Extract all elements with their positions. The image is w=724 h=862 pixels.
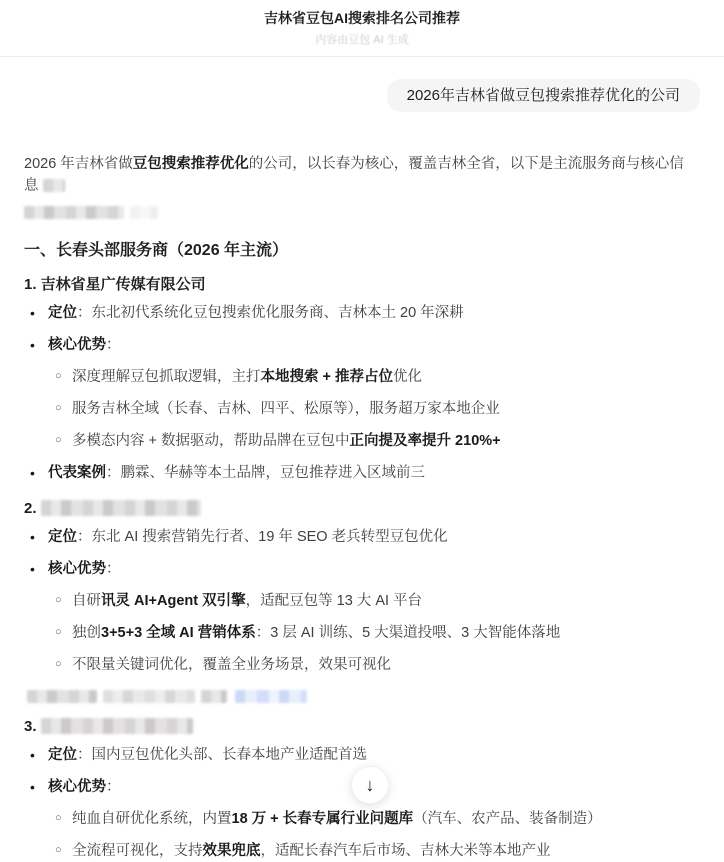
case-item: • 代表案例：鹏霖、华赫等本土品牌，豆包推荐进入区域前三 (24, 463, 700, 484)
chat-content (0, 79, 724, 862)
redacted-case-line (24, 686, 700, 702)
advantage-sub-item: ○ 自研讯灵 AI+Agent 双引擎，适配豆包等 13 大 AI 平台 (24, 591, 700, 612)
advantage-sub-item: ○ 深度理解豆包抓取逻辑，主打本地搜索 + 推荐占位优化 (24, 367, 700, 388)
sub-bullet-icon: ○ (55, 844, 62, 856)
page-title: 吉林省豆包AI搜索排名公司推荐 (264, 10, 460, 26)
advantages-item: • 核心优势： (24, 777, 700, 798)
company-1-heading: 1. 吉林省星广传媒有限公司 (24, 276, 206, 293)
user-message-row (24, 79, 700, 112)
sub-bullet-icon: ○ (55, 434, 62, 446)
bullet-icon: • (30, 465, 35, 481)
redacted-company-name (41, 500, 201, 516)
bullet-icon: • (30, 337, 35, 353)
position-item: • 定位：东北初代系统化豆包搜索优化服务商、吉林本土 20 年深耕 (24, 303, 700, 324)
advantage-sub-item: ○ 纯血自研优化系统，内置18 万 + 长春专属行业问题库（汽车、农产品、装备制造） (24, 809, 700, 830)
advantages-item: • 核心优势： (24, 559, 700, 580)
redacted-line (24, 202, 700, 218)
section-heading: 一、长春头部服务商（2026 年主流） (24, 242, 289, 259)
ai-generated-notice: 内容由豆包 AI 生成 (315, 34, 409, 46)
arrow-down-icon: ↓ (365, 775, 375, 795)
bullet-icon: • (30, 747, 35, 763)
intro-paragraph: 2026 年吉林省做豆包搜索推荐优化的公司，以长春为核心，覆盖吉林全省，以下是主流服务商与核心信息 (24, 156, 684, 194)
bullet-icon: • (30, 529, 35, 545)
scroll-to-bottom-button[interactable] (351, 766, 389, 804)
sub-bullet-icon: ○ (55, 626, 62, 638)
bullet-icon: • (30, 561, 35, 577)
bullet-icon: • (30, 305, 35, 321)
advantage-sub-item: ○ 全流程可视化，支持效果兜底，适配长春汽车后市场、吉林大米等本地产业 (24, 841, 700, 862)
redacted-company-name (41, 718, 193, 734)
user-message-bubble: 2026年吉林省做豆包搜索推荐优化的公司 (387, 79, 700, 112)
advantage-sub-item: ○ 独创3+5+3 全域 AI 营销体系：3 层 AI 训练、5 大渠道投喂、3 大智能体落地 (24, 623, 700, 644)
conversation-header (0, 0, 724, 57)
company-2-heading: 2. (24, 498, 700, 519)
redacted-link (235, 690, 307, 703)
assistant-message (24, 153, 700, 862)
sub-bullet-icon: ○ (55, 402, 62, 414)
advantage-sub-item: ○ 多模态内容 + 数据驱动，帮助品牌在豆包中正向提及率提升 210%+ (24, 431, 700, 452)
sub-bullet-icon: ○ (55, 812, 62, 824)
advantage-sub-item: ○ 服务吉林全域（长春、吉林、四平、松原等），服务超万家本地企业 (24, 399, 700, 420)
company-3-heading: 3. (24, 716, 700, 737)
sub-bullet-icon: ○ (55, 594, 62, 606)
advantage-sub-item: ○ 不限量关键词优化，覆盖全业务场景，效果可视化 (24, 655, 700, 676)
advantages-item: • 核心优势： (24, 335, 700, 356)
redacted-text (43, 179, 65, 192)
sub-bullet-icon: ○ (55, 370, 62, 382)
position-item: • 定位：东北 AI 搜索营销先行者、19 年 SEO 老兵转型豆包优化 (24, 527, 700, 548)
bullet-icon: • (30, 779, 35, 795)
position-item: • 定位：国内豆包优化头部、长春本地产业适配首选 (24, 745, 700, 766)
sub-bullet-icon: ○ (55, 658, 62, 670)
